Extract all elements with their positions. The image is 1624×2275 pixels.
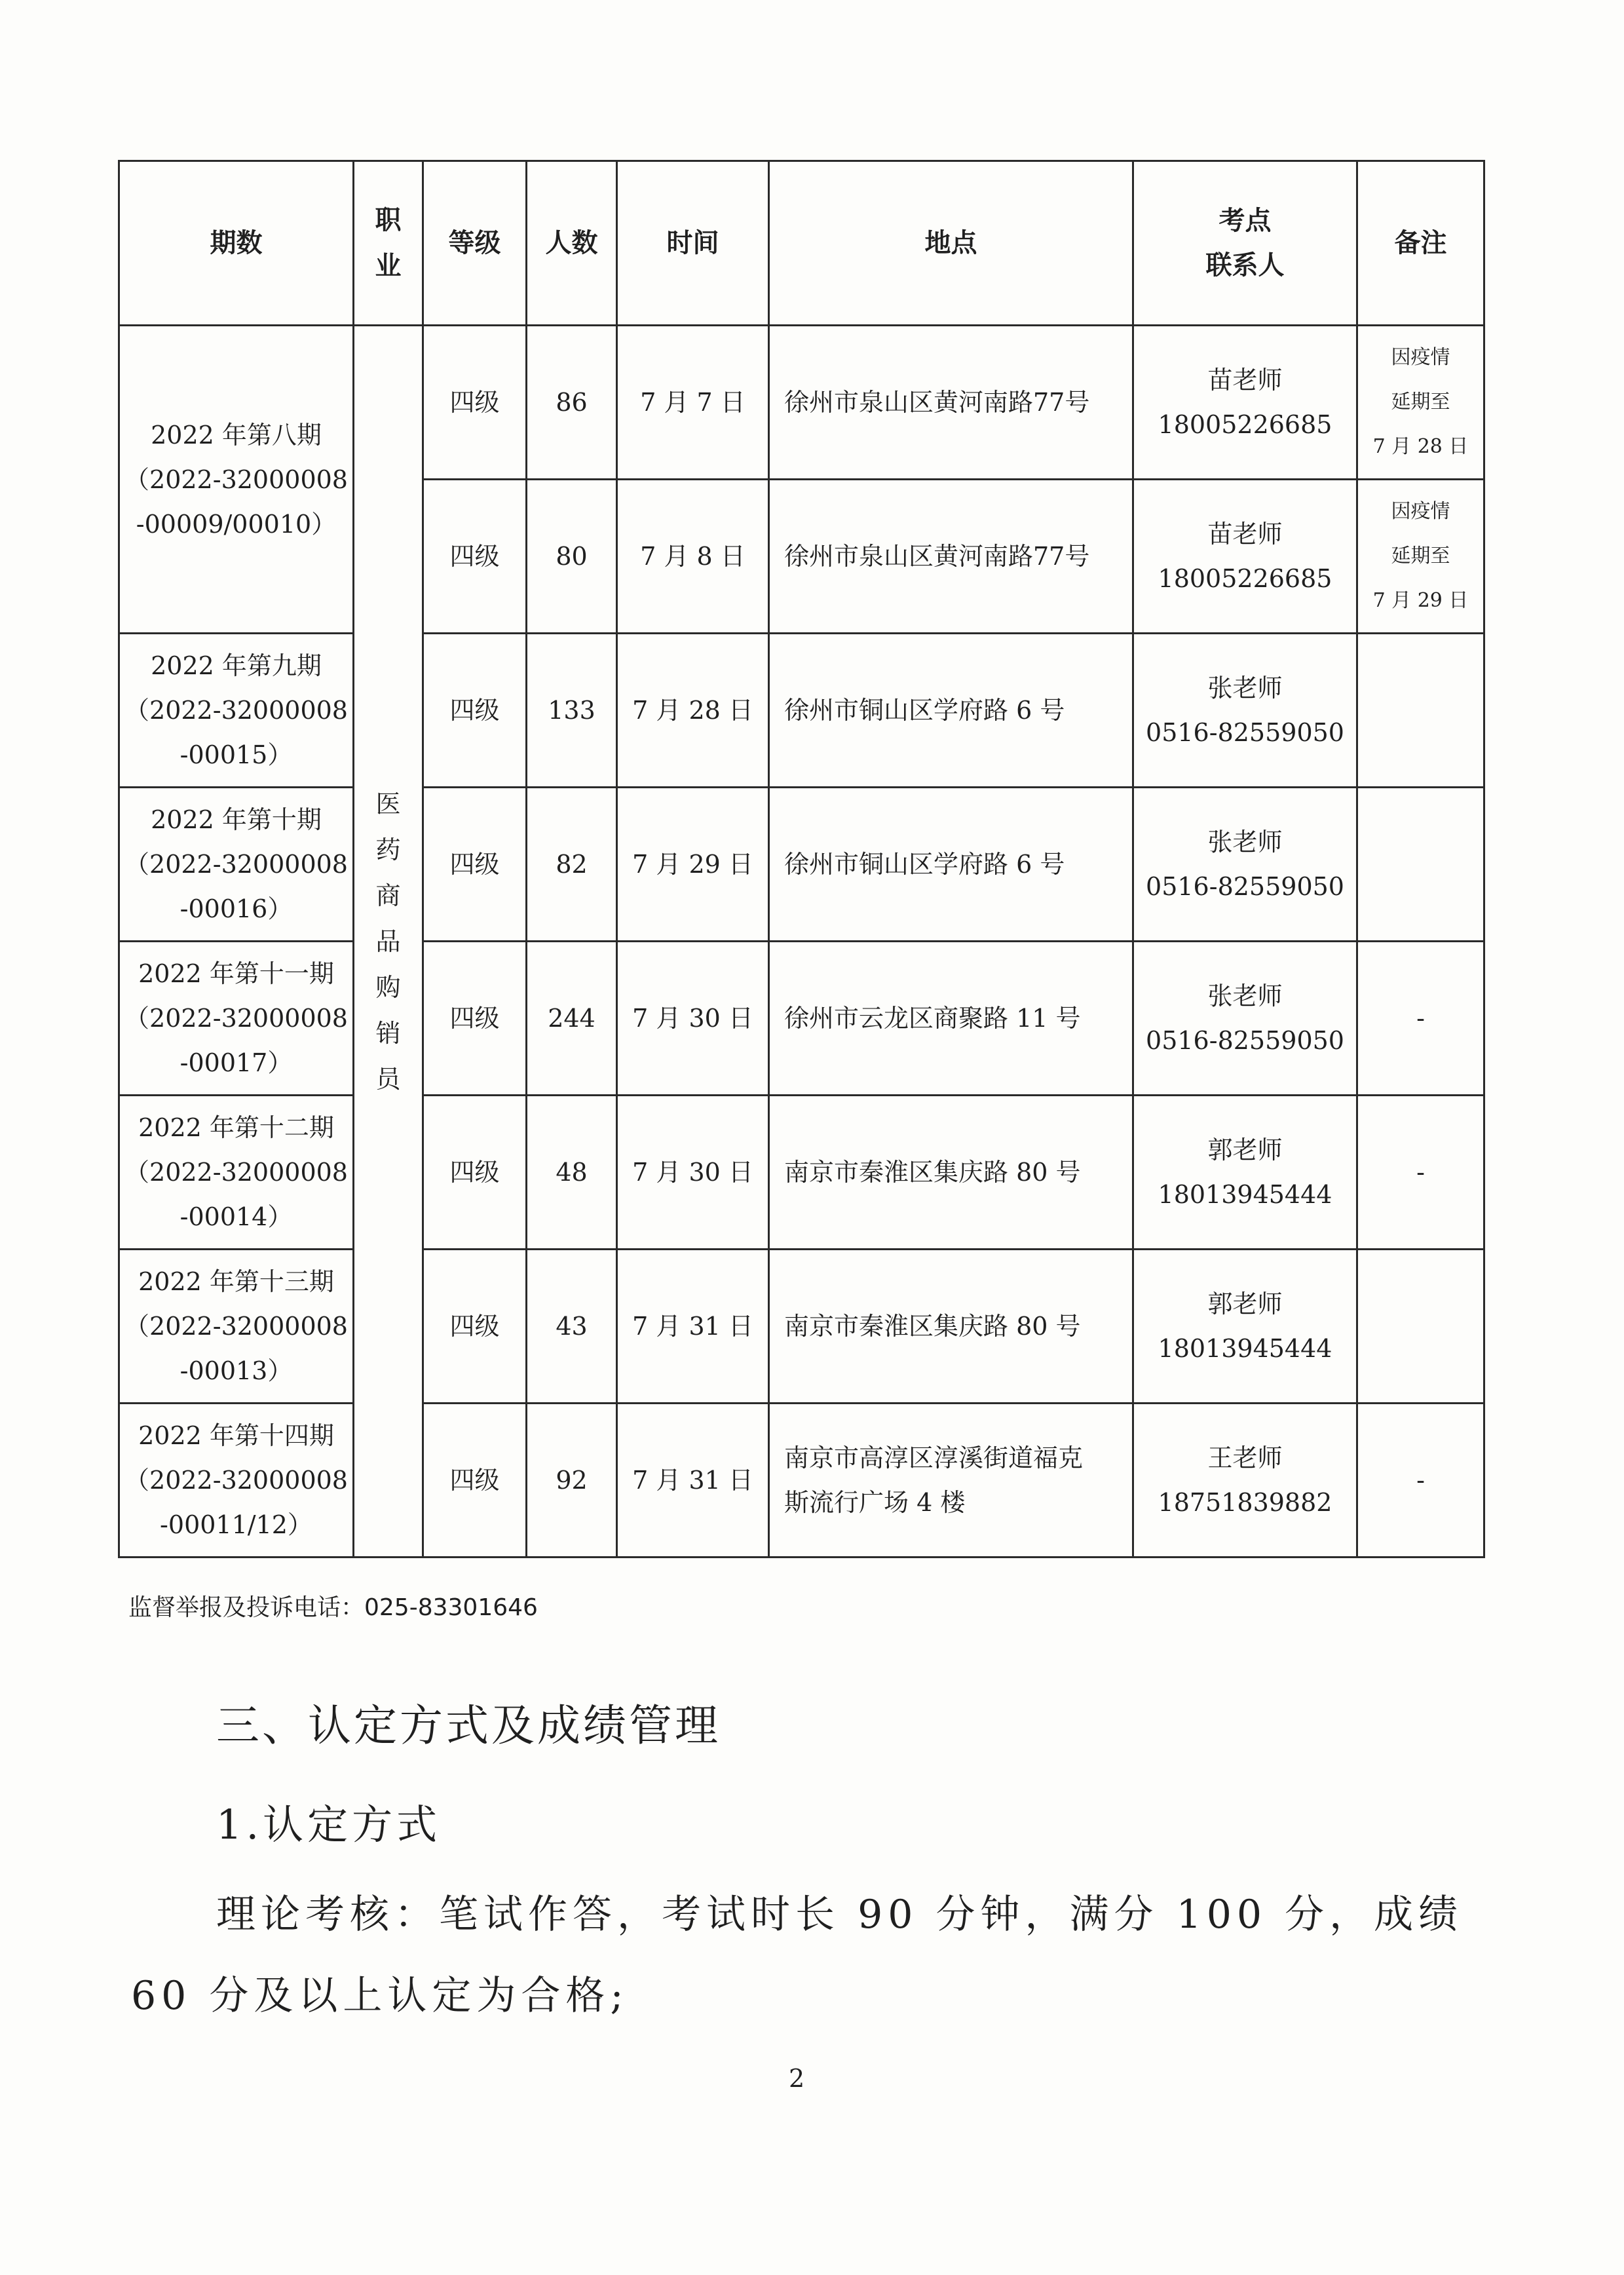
- supervision-phone-note: 监督举报及投诉电话：025-83301646: [128, 1594, 538, 1621]
- location-cell: 徐州市泉山区黄河南路77号: [769, 480, 1133, 634]
- period-cell: 2022 年第九期 （2022-32000008 -00015）: [119, 634, 354, 788]
- section-title: 三、认定方式及成绩管理: [216, 1700, 721, 1751]
- remark-cell: -: [1357, 1404, 1484, 1558]
- table-row: [119, 1404, 1484, 1558]
- count-cell: 86: [527, 326, 617, 480]
- level-cell: 四级: [423, 1250, 527, 1404]
- remark-cell: 因疫情 延期至 7 月 29 日: [1357, 480, 1484, 634]
- level-cell: 四级: [423, 1096, 527, 1250]
- count-cell: 80: [527, 480, 617, 634]
- period-cell: 2022 年第十四期 （2022-32000008 -00011/12）: [119, 1404, 354, 1558]
- count-cell: 133: [527, 634, 617, 788]
- period-cell: 2022 年第十二期 （2022-32000008 -00014）: [119, 1096, 354, 1250]
- table-row: [119, 788, 1484, 942]
- exam-schedule-table: [118, 160, 1485, 1558]
- count-cell: 82: [527, 788, 617, 942]
- occupation-cell: 医药商品购销员: [354, 326, 423, 1558]
- period-cell: 2022 年第十期 （2022-32000008 -00016）: [119, 788, 354, 942]
- location-cell: 南京市高淳区淳溪街道福克 斯流行广场 4 楼: [769, 1404, 1133, 1558]
- contact-cell: 郭老师 18013945444: [1133, 1250, 1357, 1404]
- subsection-title: 1.认定方式: [216, 1801, 442, 1848]
- location-cell: 徐州市云龙区商聚路 11 号: [769, 942, 1133, 1096]
- count-cell: 244: [527, 942, 617, 1096]
- time-cell: 7 月 30 日: [617, 942, 769, 1096]
- table-row: [119, 942, 1484, 1096]
- table-row: [119, 1250, 1484, 1404]
- time-cell: 7 月 31 日: [617, 1250, 769, 1404]
- page-number: 2: [789, 2064, 805, 2093]
- contact-cell: 苗老师 18005226685: [1133, 326, 1357, 480]
- location-cell: 徐州市铜山区学府路 6 号: [769, 634, 1133, 788]
- remark-cell: 因疫情 延期至 7 月 28 日: [1357, 326, 1484, 480]
- count-cell: 48: [527, 1096, 617, 1250]
- level-cell: 四级: [423, 788, 527, 942]
- location-cell: 南京市秦淮区集庆路 80 号: [769, 1096, 1133, 1250]
- period-cell: 2022 年第十一期 （2022-32000008 -00017）: [119, 942, 354, 1096]
- period-cell: 2022 年第十三期 （2022-32000008 -00013）: [119, 1250, 354, 1404]
- header-contact: 考点 联系人: [1133, 161, 1357, 326]
- level-cell: 四级: [423, 634, 527, 788]
- remark-cell: -: [1357, 942, 1484, 1096]
- table-header-row: [119, 161, 1484, 326]
- header-location: 地点: [769, 161, 1133, 326]
- level-cell: 四级: [423, 480, 527, 634]
- contact-cell: 郭老师 18013945444: [1133, 1096, 1357, 1250]
- remark-cell: -: [1357, 1096, 1484, 1250]
- location-cell: 徐州市泉山区黄河南路77号: [769, 326, 1133, 480]
- time-cell: 7 月 31 日: [617, 1404, 769, 1558]
- header-count: 人数: [527, 161, 617, 326]
- time-cell: 7 月 7 日: [617, 326, 769, 480]
- period-cell: 2022 年第八期 （2022-32000008 -00009/00010）: [119, 326, 354, 634]
- remark-cell: [1357, 634, 1484, 788]
- remark-cell: [1357, 1250, 1484, 1404]
- table-row: [119, 1096, 1484, 1250]
- level-cell: 四级: [423, 942, 527, 1096]
- remark-cell: [1357, 788, 1484, 942]
- table-row: [119, 326, 1484, 480]
- contact-cell: 王老师 18751839882: [1133, 1404, 1357, 1558]
- header-occupation: 职业: [354, 161, 423, 326]
- header-period: 期数: [119, 161, 354, 326]
- contact-cell: 苗老师 18005226685: [1133, 480, 1357, 634]
- time-cell: 7 月 30 日: [617, 1096, 769, 1250]
- header-level: 等级: [423, 161, 527, 326]
- body-paragraph: 理论考核：笔试作答，考试时长 90 分钟，满分 100 分，成绩 60 分及以上认定为合格;: [131, 1892, 1463, 2019]
- contact-cell: 张老师 0516-82559050: [1133, 942, 1357, 1096]
- time-cell: 7 月 8 日: [617, 480, 769, 634]
- time-cell: 7 月 29 日: [617, 788, 769, 942]
- contact-cell: 张老师 0516-82559050: [1133, 788, 1357, 942]
- location-cell: 南京市秦淮区集庆路 80 号: [769, 1250, 1133, 1404]
- time-cell: 7 月 28 日: [617, 634, 769, 788]
- location-cell: 徐州市铜山区学府路 6 号: [769, 788, 1133, 942]
- count-cell: 43: [527, 1250, 617, 1404]
- level-cell: 四级: [423, 326, 527, 480]
- header-time: 时间: [617, 161, 769, 326]
- count-cell: 92: [527, 1404, 617, 1558]
- contact-cell: 张老师 0516-82559050: [1133, 634, 1357, 788]
- header-remark: 备注: [1357, 161, 1484, 326]
- table-row: [119, 634, 1484, 788]
- level-cell: 四级: [423, 1404, 527, 1558]
